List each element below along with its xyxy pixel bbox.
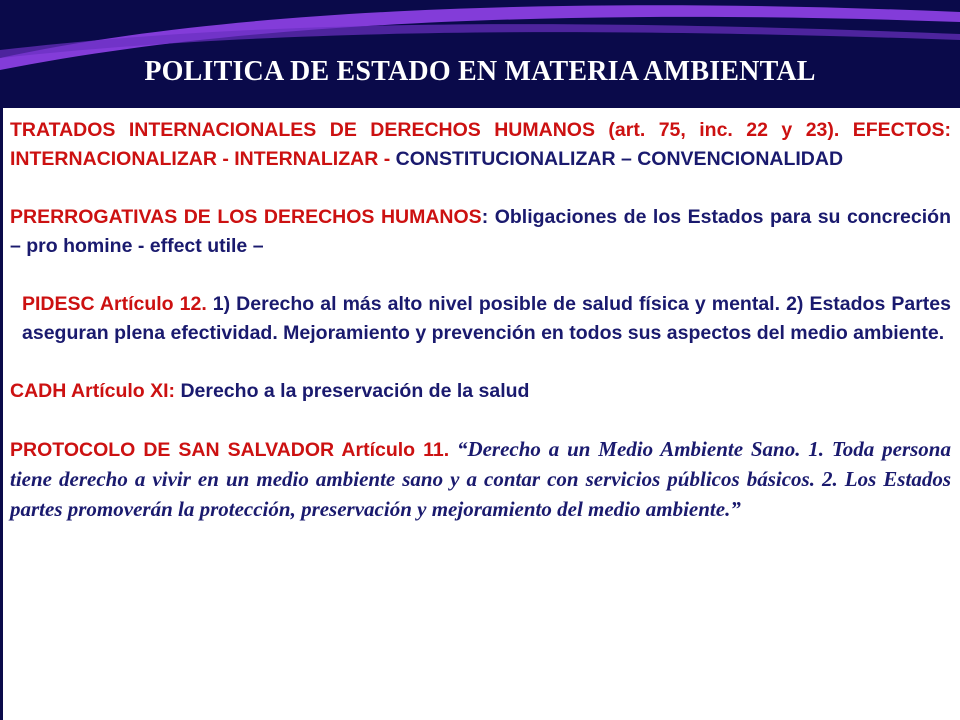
tratados-heading: TRATADOS INTERNACIONALES DE DERECHOS HUMANOS (art. 75, inc. 22 y 23). EFECTOS: INTERNACIONALIZAR - INTERNALIZAR - bbox=[10, 119, 951, 170]
cadh-text: Derecho a la preservación de la salud bbox=[175, 380, 530, 402]
paragraph-cadh bbox=[10, 377, 951, 406]
prerrogativas-text: : Obligaciones de los Estados para su concreción – pro homine - effect utile – bbox=[10, 206, 951, 257]
left-border bbox=[0, 108, 3, 720]
protocolo-heading: PROTOCOLO DE SAN SALVADOR Artículo 11. bbox=[10, 439, 450, 461]
protocolo-quote: “Derecho a un Medio Ambiente Sano. 1. Toda persona tiene derecho a vivir en un medio ambiente sano y a contar con servicios públicos básicos. 2. Los Estados partes promoverán la protección, preservación y mejoramiento del medio ambiente.” bbox=[10, 437, 951, 521]
slide-body bbox=[10, 116, 951, 554]
paragraph-prerrogativas bbox=[10, 203, 951, 261]
swoosh-decoration bbox=[0, 0, 960, 108]
paragraph-protocolo bbox=[10, 435, 951, 525]
slide-title: POLITICA DE ESTADO EN MATERIA AMBIENTAL bbox=[144, 56, 816, 87]
paragraph-pidesc bbox=[10, 290, 951, 348]
cadh-heading: CADH Artículo XI: bbox=[10, 380, 176, 402]
slide-header bbox=[0, 0, 960, 108]
pidesc-text: 1) Derecho al más alto nivel posible de salud física y mental. 2) Estados Partes aseguran plena efectividad. Mejoramiento y prevención en todos sus aspectos del medio ambiente. bbox=[22, 293, 951, 344]
pidesc-heading: PIDESC Artículo 12. bbox=[22, 293, 207, 315]
tratados-text: CONSTITUCIONALIZAR – CONVENCIONALIDAD bbox=[395, 148, 844, 170]
prerrogativas-heading: PRERROGATIVAS DE LOS DERECHOS HUMANOS bbox=[10, 206, 482, 228]
paragraph-tratados bbox=[10, 116, 951, 174]
